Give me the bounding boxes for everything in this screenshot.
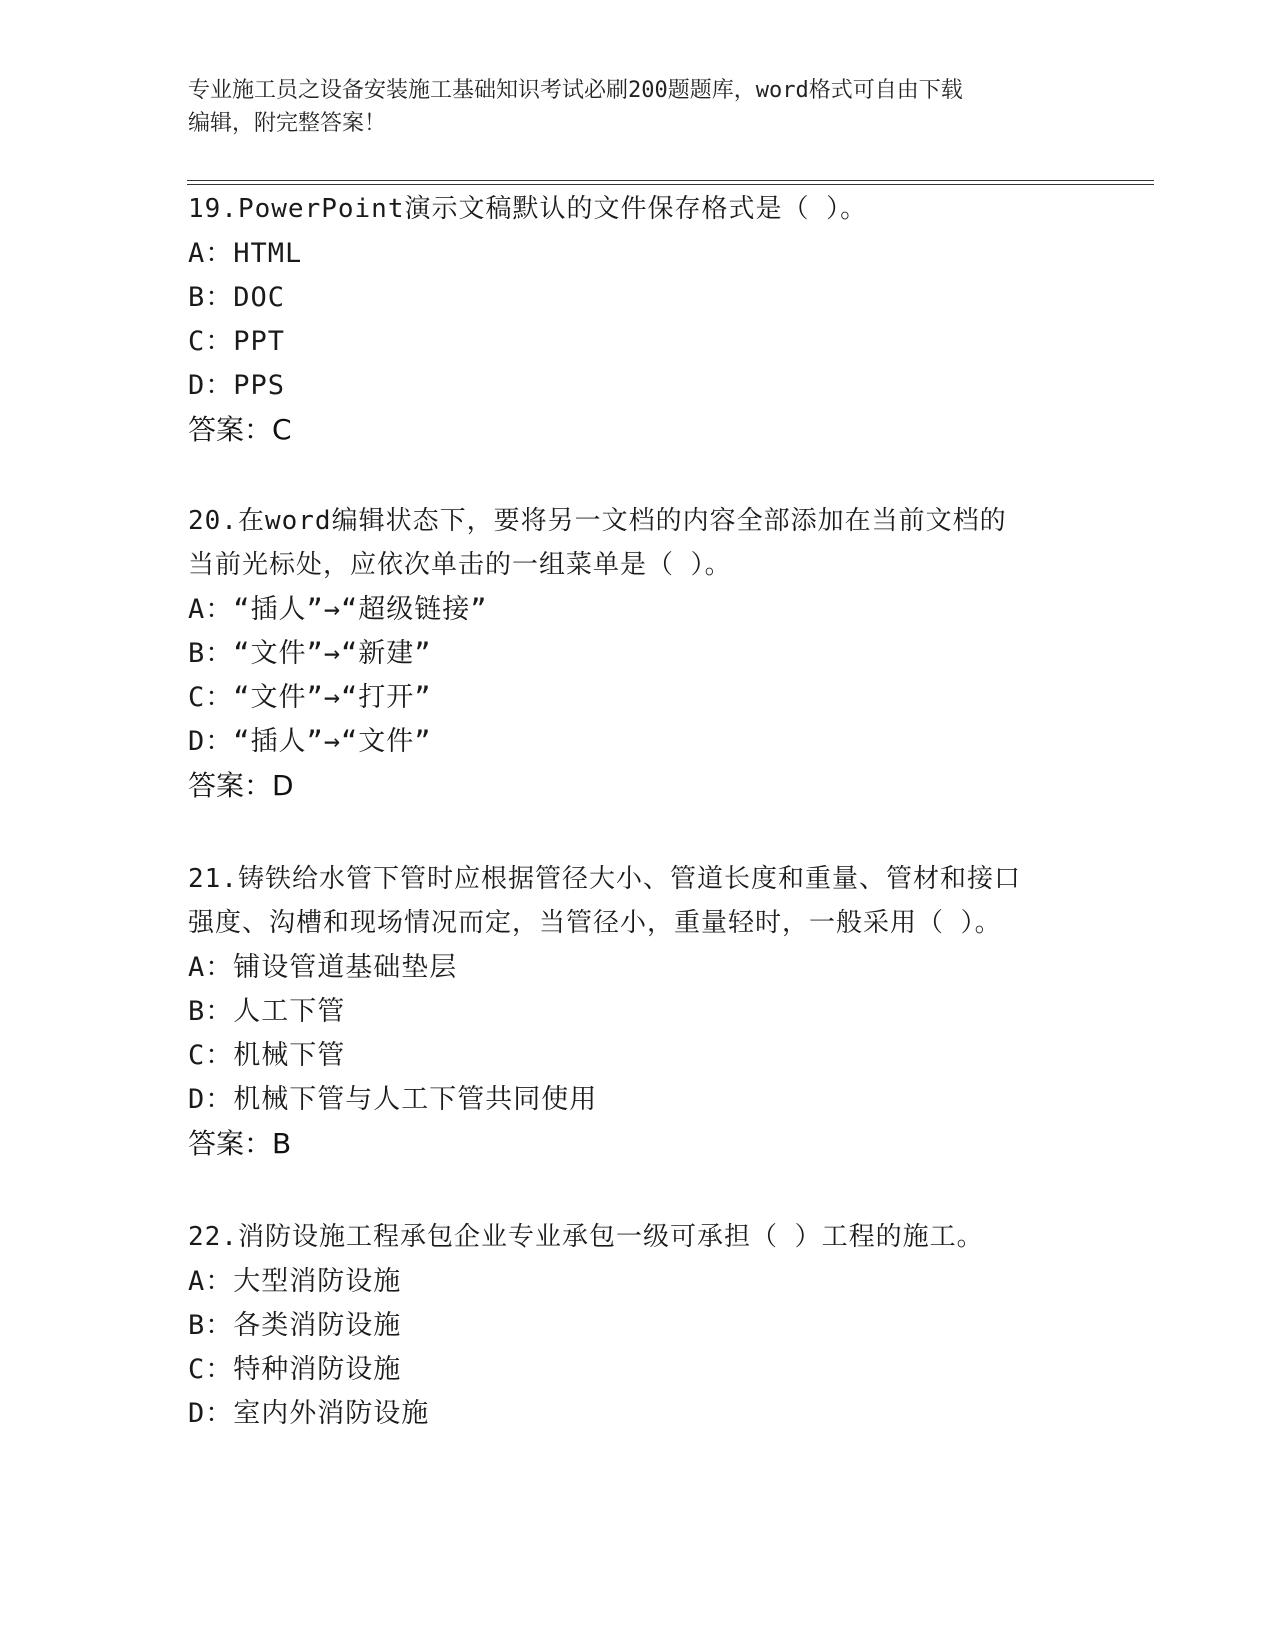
question-20-option-b: B：“文件”→“新建” (188, 638, 432, 669)
question-19-option-d: D：PPS (188, 370, 286, 401)
question-19-option-c: C：PPT (188, 326, 286, 357)
question-21-answer: 答案：B (188, 1127, 292, 1160)
header-line-1: 专业施工员之设备安装施工基础知识考试必刷200题题库，word格式可自由下载 (188, 78, 963, 103)
question-21-option-c: C：机械下管 (188, 1040, 346, 1071)
question-22-option-a: A：大型消防设施 (188, 1266, 402, 1297)
question-19-text: 19.PowerPoint演示文稿默认的文件保存格式是（ ）。 (188, 194, 868, 224)
header-divider-top (187, 180, 1154, 181)
question-19-answer: 答案：C (188, 413, 292, 446)
header-divider-bottom (187, 184, 1154, 185)
question-20-option-d: D：“插人”→“文件” (188, 726, 432, 757)
question-21-option-b: B：人工下管 (188, 996, 346, 1027)
question-22-option-b: B：各类消防设施 (188, 1310, 402, 1341)
question-20-text-line-2: 当前光标处，应依次单击的一组菜单是（ ）。 (188, 550, 732, 580)
question-21-text-line-2: 强度、沟槽和现场情况而定，当管径小，重量轻时，一般采用（ ）。 (188, 908, 1002, 938)
question-20-option-c: C：“文件”→“打开” (188, 682, 432, 713)
question-20-answer: 答案：D (188, 769, 294, 802)
header-line-2: 编辑，附完整答案！ (188, 111, 387, 136)
document-header (188, 74, 1068, 140)
question-20-option-a: A：“插人”→“超级链接” (188, 594, 488, 625)
question-22-option-d: D：室内外消防设施 (188, 1398, 430, 1429)
question-20-text-line-1: 20.在word编辑状态下，要将另一文档的内容全部添加在当前文档的 (188, 506, 1007, 536)
question-19-option-a: A：HTML (188, 238, 303, 269)
question-21-text-line-1: 21.铸铁给水管下管时应根据管径大小、管道长度和重量、管材和接口 (188, 864, 1021, 894)
question-21-option-d: D：机械下管与人工下管共同使用 (188, 1084, 598, 1115)
question-22-option-c: C：特种消防设施 (188, 1354, 402, 1385)
question-22-text: 22.消防设施工程承包企业专业承包一级可承担（ ）工程的施工。 (188, 1222, 984, 1252)
question-21-option-a: A：铺设管道基础垫层 (188, 952, 458, 983)
question-19-option-b: B：DOC (188, 282, 286, 313)
